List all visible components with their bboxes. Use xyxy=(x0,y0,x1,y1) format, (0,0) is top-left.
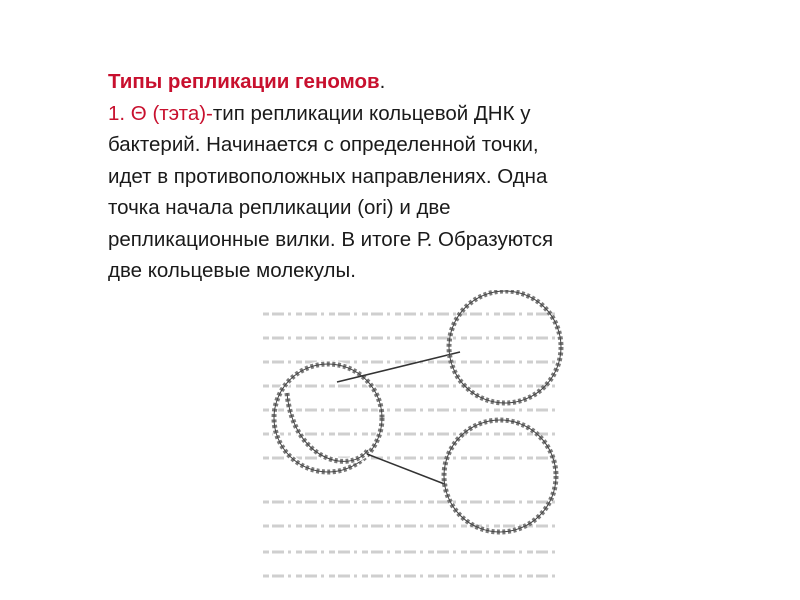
slide-text xyxy=(108,66,708,287)
theta-molecule xyxy=(274,364,382,472)
heading-line xyxy=(108,66,708,98)
item-first-line xyxy=(108,98,708,130)
daughter-circle-bottom xyxy=(444,420,556,532)
line1-text: тип репликации кольцевой ДНК у xyxy=(212,101,531,125)
theta-replication-diagram-icon xyxy=(255,290,575,600)
body-line-4: точка начала репликации (ori) и две xyxy=(108,196,451,219)
item-number: 1. xyxy=(108,101,131,125)
body-line-6: две кольцевые молекулы. xyxy=(108,259,356,282)
body-line-5: репликационные вилки. В итоге Р. Образуются xyxy=(108,227,554,251)
body-line-2: бактерий. Начинается с определенной точки, xyxy=(108,133,539,156)
body-line-3: идет в противоположных направлениях. Одна xyxy=(108,164,548,188)
theta-label: Θ (тэта)- xyxy=(130,101,213,125)
title-period: . xyxy=(379,70,386,93)
slide-title: Типы репликации геномов xyxy=(108,70,380,93)
